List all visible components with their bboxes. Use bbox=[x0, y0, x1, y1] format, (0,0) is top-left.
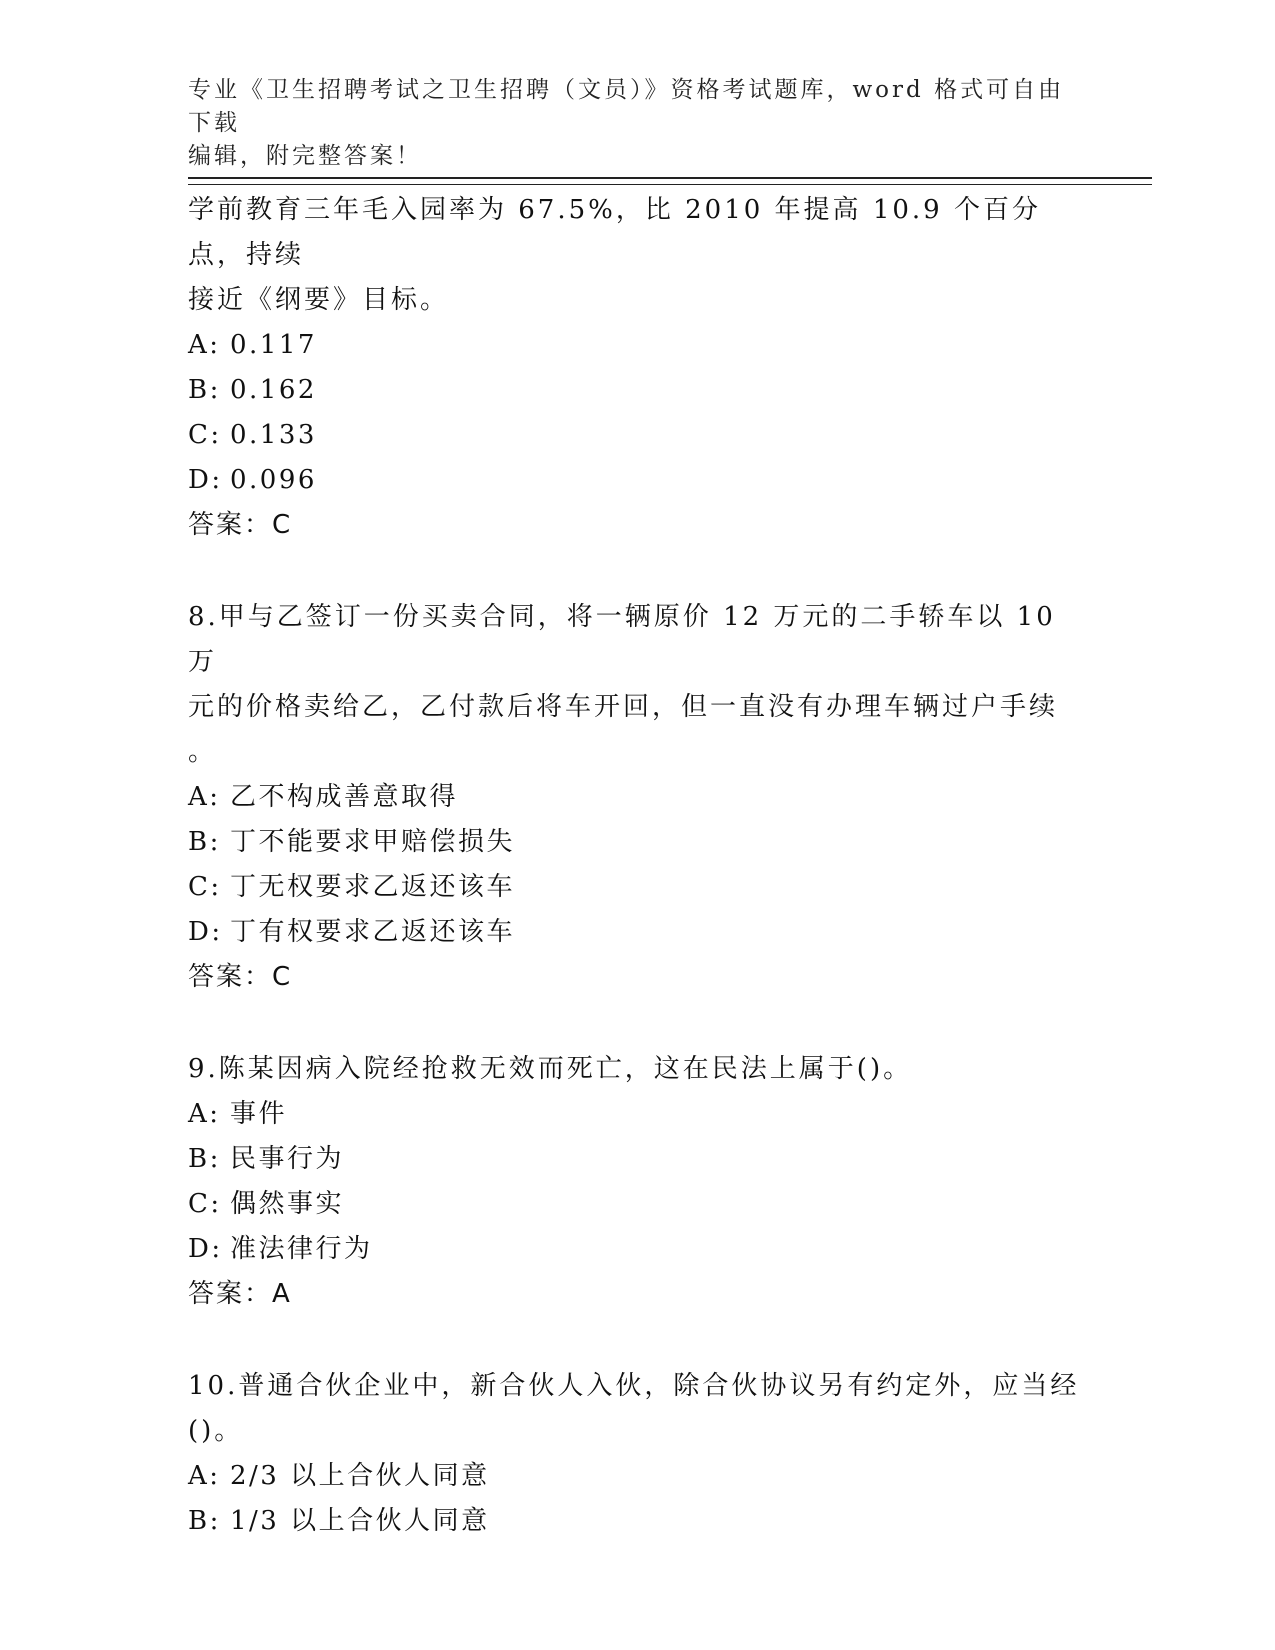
question-stem-line: 10.普通合伙企业中，新合伙人入伙，除合伙协议另有约定外，应当经 bbox=[188, 1371, 1080, 1401]
option-d bbox=[188, 458, 1088, 503]
question-stem-line: 。 bbox=[188, 737, 218, 767]
option-c bbox=[188, 1182, 1088, 1227]
question-block bbox=[188, 595, 1088, 1000]
header-line-2: 编辑，附完整答案！ bbox=[188, 143, 422, 169]
option-key: B: bbox=[188, 375, 221, 405]
answer-line: 答案：C bbox=[188, 962, 293, 992]
option-text: 民事行为 bbox=[230, 1144, 345, 1174]
question-stem-line: ()。 bbox=[188, 1416, 244, 1446]
option-b bbox=[188, 1499, 1088, 1544]
option-key: D: bbox=[188, 917, 223, 947]
option-key: C: bbox=[188, 420, 222, 450]
option-b bbox=[188, 820, 1088, 865]
option-key: A: bbox=[188, 1099, 221, 1129]
option-text: 1/3 以上合伙人同意 bbox=[230, 1506, 490, 1536]
option-text: 偶然事实 bbox=[230, 1189, 345, 1219]
answer-line: 答案：C bbox=[188, 510, 293, 540]
option-a bbox=[188, 1454, 1088, 1499]
option-key: B: bbox=[188, 827, 221, 857]
option-text: 2/3 以上合伙人同意 bbox=[230, 1461, 490, 1491]
question-stem-line: 8.甲与乙签订一份买卖合同，将一辆原价 12 万元的二手轿车以 10 万 bbox=[188, 602, 1068, 677]
option-text: 0.096 bbox=[230, 465, 317, 495]
option-key: A: bbox=[188, 1461, 221, 1491]
question-block bbox=[188, 1364, 1088, 1544]
question-block bbox=[188, 188, 1088, 548]
option-d bbox=[188, 910, 1088, 955]
header-line-1: 专业《卫生招聘考试之卫生招聘（文员）》资格考试题库，word 格式可自由下载 bbox=[188, 77, 1065, 136]
option-c bbox=[188, 865, 1088, 910]
answer-line: 答案：A bbox=[188, 1279, 292, 1309]
question-list bbox=[188, 188, 1088, 1544]
option-key: D: bbox=[188, 465, 223, 495]
option-text: 0.162 bbox=[230, 375, 317, 405]
header-divider bbox=[188, 177, 1152, 185]
option-b bbox=[188, 1137, 1088, 1182]
option-a bbox=[188, 323, 1088, 368]
option-key: A: bbox=[188, 330, 221, 360]
question-stem-line: 学前教育三年毛入园率为 67.5%，比 2010 年提高 10.9 个百分点，持续 bbox=[188, 195, 1041, 270]
option-text: 丁不能要求甲赔偿损失 bbox=[230, 827, 516, 857]
option-c bbox=[188, 413, 1088, 458]
option-text: 事件 bbox=[230, 1099, 288, 1129]
option-text: 0.117 bbox=[230, 330, 317, 360]
question-block bbox=[188, 1047, 1088, 1317]
option-key: B: bbox=[188, 1144, 221, 1174]
option-a bbox=[188, 775, 1088, 820]
question-stem-line: 9.陈某因病入院经抢救无效而死亡，这在民法上属于()。 bbox=[188, 1054, 913, 1084]
option-key: A: bbox=[188, 782, 221, 812]
option-key: C: bbox=[188, 1189, 222, 1219]
option-key: D: bbox=[188, 1234, 223, 1264]
option-text: 丁有权要求乙返还该车 bbox=[230, 917, 516, 947]
option-text: 丁无权要求乙返还该车 bbox=[230, 872, 516, 902]
option-key: C: bbox=[188, 872, 222, 902]
option-text: 0.133 bbox=[230, 420, 317, 450]
option-a bbox=[188, 1092, 1088, 1137]
option-text: 准法律行为 bbox=[230, 1234, 373, 1264]
document-header bbox=[188, 74, 1088, 173]
option-text: 乙不构成善意取得 bbox=[230, 782, 459, 812]
option-d bbox=[188, 1227, 1088, 1272]
option-b bbox=[188, 368, 1088, 413]
question-stem-line: 元的价格卖给乙，乙付款后将车开回，但一直没有办理车辆过户手续 bbox=[188, 692, 1059, 722]
option-key: B: bbox=[188, 1506, 221, 1536]
question-stem-line: 接近《纲要》目标。 bbox=[188, 285, 450, 315]
